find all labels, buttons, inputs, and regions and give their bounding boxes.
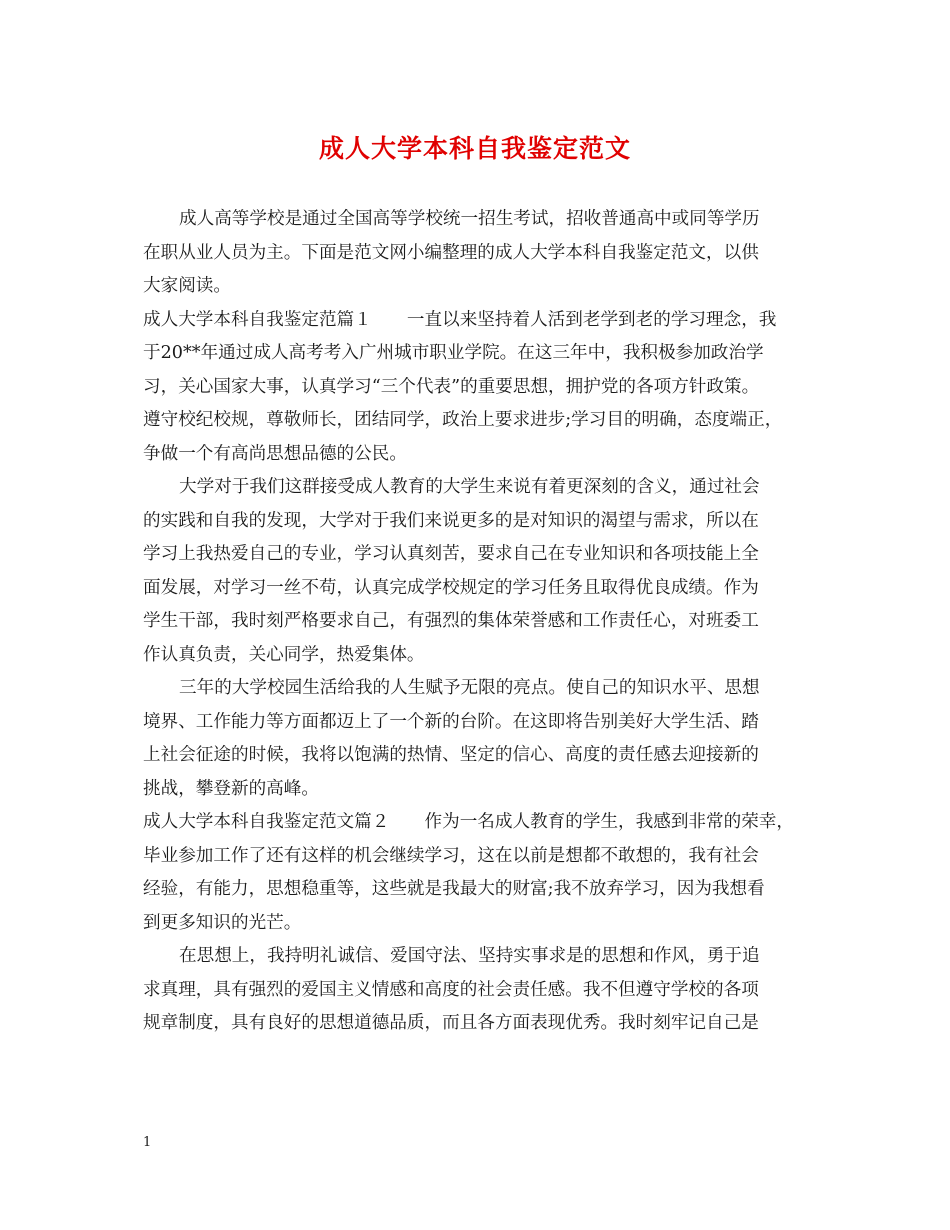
paragraph-line: 的实践和自我的发现，大学对于我们来说更多的是对知识的渴望与需求，所以在 (143, 510, 759, 531)
document-title: 成人大学本科自我鉴定范文 (318, 134, 631, 163)
paragraph-line: 求真理，具有强烈的爱国主义情感和高度的社会责任感。我不但遵守学校的各项 (143, 979, 759, 1000)
section-heading-line: 成人大学本科自我鉴定范文篇２ 作为一名成人教育的学生，我感到非常的荣幸， (143, 812, 794, 832)
paragraph-line: 境界、工作能力等方面都迈上了一个新的台阶。在这即将告别美好大学生活、踏 (143, 711, 759, 732)
paragraph-line: 成人高等学校是通过全国高等学校统一招生考试，招收普通高中或同等学历 (179, 209, 760, 229)
paragraph-line: 遵守校纪校规，尊敬师长，团结同学，政治上要求进步;学习目的明确，态度端正， (143, 410, 783, 430)
paragraph-line: 经验，有能力，思想稳重等，这些就是我最大的财富;我不放弃学习，因为我想看 (143, 879, 765, 899)
paragraph-line: 习，关心国家大事，认真学习“三个代表”的重要思想，拥护党的各项方针政策。 (143, 376, 760, 397)
paragraph-line: 学习上我热爱自己的专业，学习认真刻苦，要求自己在专业知识和各项技能上全 (143, 544, 759, 564)
paragraph-line: 大家阅读。 (143, 276, 231, 296)
paragraph-line: 三年的大学校园生活给我的人生赋予无限的亮点。使自己的知识水平、思想 (179, 678, 760, 698)
paragraph-line: 面发展，对学习一丝不苟，认真完成学校规定的学习任务且取得优良成绩。作为 (143, 577, 759, 598)
paragraph-line: 学生干部，我时刻严格要求自己，有强烈的集体荣誉感和工作责任心，对班委工 (143, 611, 759, 631)
paragraph-line: 于20**年通过成人高考考入广州城市职业学院。在这三年中，我积极参加政治学 (143, 343, 764, 363)
paragraph-line: 大学对于我们这群接受成人教育的大学生来说有着更深刻的含义，通过社会 (179, 477, 760, 497)
paragraph-line: 到更多知识的光芒。 (143, 912, 302, 933)
document-body (143, 203, 813, 1041)
paragraph-line: 规章制度，具有良好的思想道德品质，而且各方面表现优秀。我时刻牢记自己是 (143, 1013, 759, 1033)
paragraph-line: 作认真负责，关心同学，热爱集体。 (143, 644, 425, 665)
section-heading-line: 成人大学本科自我鉴定范篇１ 一直以来坚持着人活到老学到老的学习理念，我 (143, 309, 777, 330)
paragraph-line: 在思想上，我持明礼诚信、爱国守法、坚持实事求是的思想和作风，勇于追 (179, 946, 760, 966)
paragraph-line: 毕业参加工作了还有这样的机会继续学习，这在以前是想都不敢想的，我有社会 (143, 845, 759, 866)
paragraph-line: 争做一个有高尚思想品德的公民。 (143, 443, 407, 464)
paragraph-line: 上社会征途的时候，我将以饱满的热情、坚定的信心、高度的责任感去迎接新的 (143, 745, 759, 765)
page-number: 1 (143, 1135, 152, 1150)
paragraph-line: 在职从业人员为主。下面是范文网小编整理的成人大学本科自我鉴定范文，以供 (143, 242, 759, 263)
paragraph-line: 挑战，攀登新的高峰。 (143, 778, 319, 799)
